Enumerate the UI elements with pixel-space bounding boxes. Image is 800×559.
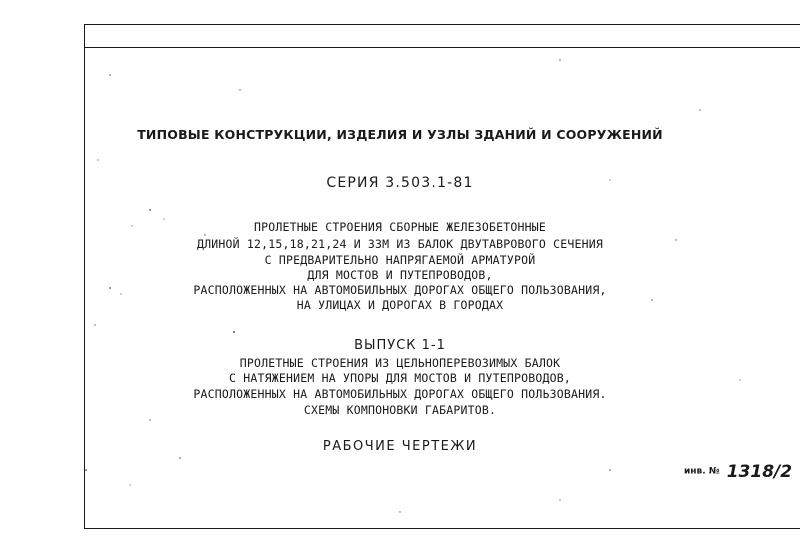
working-drawings-label: РАБОЧИЕ ЧЕРТЕЖИ	[322, 439, 478, 454]
series-number: СЕРИЯ 3.503.1-81	[326, 175, 474, 191]
issue-line: СХЕМЫ КОМПОНОВКИ ГАБАРИТОВ.	[303, 403, 497, 417]
inventory-label: инв. №	[684, 466, 720, 477]
issue-line: ПРОЛЕТНЫЕ СТРОЕНИЯ ИЗ ЦЕЛЬНОПЕРЕВОЗИМЫХ БАЛОК	[239, 356, 561, 370]
issue-line: С НАТЯЖЕНИЕМ НА УПОРЫ ДЛЯ МОСТОВ И ПУТЕПРОВОДОВ,	[229, 371, 571, 385]
description-line: С ПРЕДВАРИТЕЛЬНО НАПРЯГАЕМОЙ АРМАТУРОЙ	[264, 253, 536, 267]
description-line: ДЛИНОЙ 12,15,18,21,24 И 33М ИЗ БАЛОК ДВУТАВРОВОГО СЕЧЕНИЯ	[196, 237, 604, 251]
inventory-number	[684, 461, 792, 482]
catalog-heading: ТИПОВЫЕ КОНСТРУКЦИИ, ИЗДЕЛИЯ И УЗЛЫ ЗДАНИЙ И СООРУЖЕНИЙ	[137, 127, 663, 142]
description-line: ДЛЯ МОСТОВ И ПУТЕПРОВОДОВ,	[307, 268, 493, 282]
issue-title: ВЫПУСК 1-1	[354, 338, 446, 353]
description-line: РАСПОЛОЖЕННЫХ НА АВТОМОБИЛЬНЫХ ДОРОГАХ ОБЩЕГО ПОЛЬЗОВАНИЯ,	[193, 283, 607, 297]
issue-line: РАСПОЛОЖЕННЫХ НА АВТОМОБИЛЬНЫХ ДОРОГАХ ОБЩЕГО ПОЛЬЗОВАНИЯ.	[193, 387, 607, 401]
inventory-value: 1318/2	[726, 461, 793, 482]
description-line: НА УЛИЦАХ И ДОРОГАХ В ГОРОДАХ	[296, 298, 504, 312]
description-line: ПРОЛЕТНЫЕ СТРОЕНИЯ СБОРНЫЕ ЖЕЛЕЗОБЕТОННЫЕ	[253, 220, 547, 234]
